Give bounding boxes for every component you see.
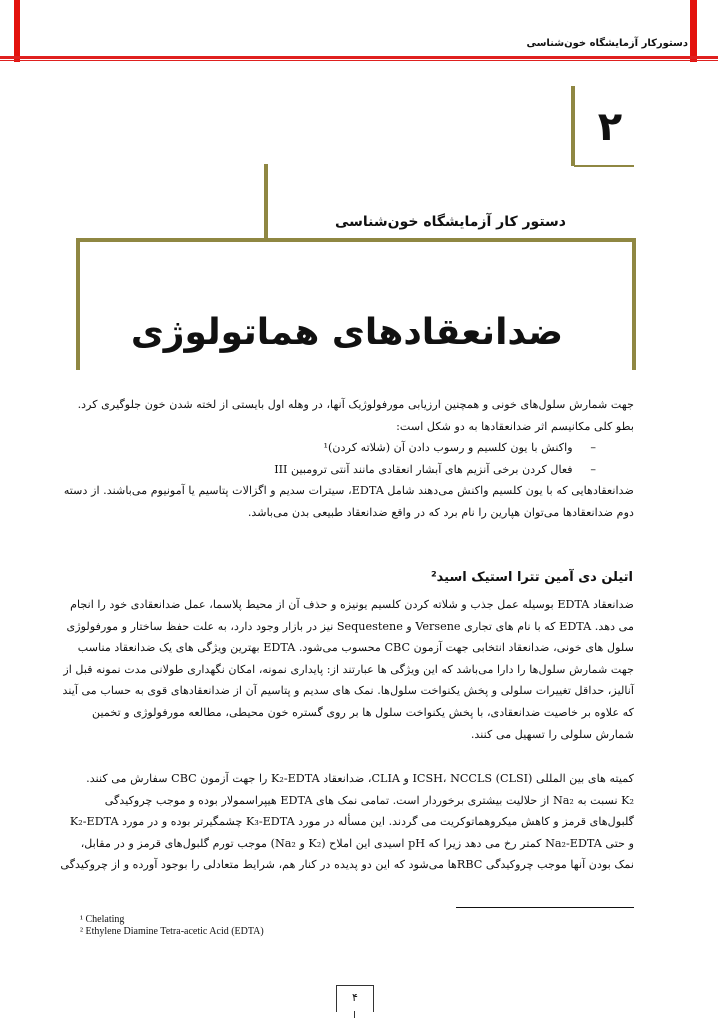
chapter-frame-line bbox=[632, 240, 636, 370]
section-heading: اتیلن دی آمین تترا استیک اسید² bbox=[430, 570, 633, 585]
bullet-dash: – bbox=[572, 462, 596, 476]
paragraph-line: که علاوه بر خاصیت ضدانعقادی، با پخش یکنواخت سلول ها بر روی گستره خون محیطی، مطالعه مورفولوژی و تخمین bbox=[91, 705, 634, 719]
chapter-frame-line bbox=[76, 238, 636, 242]
bullet-item bbox=[78, 437, 634, 459]
paragraph-line: می دهد. EDTA که با نام های تجاری Versene و Sequestene نیز در بازار وجود دارد، به علت حفظ ساختار و مورفولوژی bbox=[66, 619, 634, 633]
chapter-frame-line bbox=[574, 165, 634, 167]
paragraph-line: و حتی Na₂-EDTA کمتر رخ می دهد زیرا که pH اسیدی این املاح (K₂ و Na₂) موجب تورم گلبول‌های قرمز و در مقابل، bbox=[80, 836, 634, 850]
chapter-subtitle: دستور کار آزمایشگاه خون‌شناسی bbox=[334, 214, 566, 230]
running-header-title: دستورکار آزمایشگاه خون‌شناسی bbox=[526, 38, 688, 49]
footnote: ¹ Chelating bbox=[80, 914, 125, 925]
paragraph-line: گلبول‌های قرمز و کاهش میکروهماتوکریت می گردند. این مسأله در مورد K₃-EDTA چشمگیرتر بوده و در مورد K₂-EDTA bbox=[69, 815, 634, 829]
chapter-frame-line bbox=[264, 164, 268, 240]
header-rule-thin bbox=[0, 60, 718, 61]
paragraph-line: جهت شمارش سلول‌ها را دارا می‌باشد که این ویژگی ها عبارتند از: پایداری نمونه، امکان نگهداری طولانی مدت نمونه قبل از bbox=[63, 662, 634, 676]
intro-line: ضدانعقادهایی که با یون کلسیم واکنش می‌دهند شامل EDTA، سیترات سدیم و اگزالات پتاسیم یا آمونیوم می‌باشند. از دسته bbox=[63, 484, 634, 498]
chapter-title: ضدانعقادهای هماتولوژی bbox=[130, 312, 563, 353]
paragraph-line: نمک بودن آنها موجب چروکیدگی RBCها می‌شود که این دو پدیده در کنار هم، شرایط متعادلی را بوجود آورده و از چروکیدگی bbox=[60, 858, 634, 872]
intro-line: دوم ضدانعقادها می‌توان هپارین را نام برد که در واقع ضدانعقاد طبیعی بدن می‌باشد. bbox=[247, 505, 634, 519]
header-rule bbox=[0, 56, 718, 59]
chapter-frame-line bbox=[76, 240, 80, 370]
section-paragraph-2 bbox=[60, 768, 634, 876]
bullet-dash: – bbox=[572, 441, 596, 455]
bullet-text: فعال کردن برخی آنزیم های آبشار انعقادی مانند آنتی ترومبین III bbox=[274, 462, 573, 476]
footnote-rule bbox=[456, 907, 634, 908]
paragraph-line: K₂ نسبت به Na₂ از حلالیت بیشتری برخوردار است. تمامی نمک های EDTA هیپراسمولار بوده و موجب چروکیدگی bbox=[104, 793, 634, 807]
paragraph-line: کمیته های بین المللی ICSH، NCCLS (CLSI) و CLIA، ضدانعقاد K₂-EDTA را جهت آزمون CBC سفارش می کنند. bbox=[86, 772, 634, 785]
intro-line: جهت شمارش سلول‌های خونی و همچنین ارزیابی مورفولوژیک آنها، در وهله اول بایستی از لخته شدن خون جلوگیری کرد. bbox=[77, 398, 634, 411]
paragraph-line: آنالیز، حداقل تغییرات سلولی و پخش یکنواخت سلول‌ها. نمک های سدیم و پتاسیم آن از ضدانعقادهای قوی به حساب می آیند bbox=[62, 684, 634, 698]
page-number: ۴ bbox=[336, 985, 374, 1012]
intro-paragraph bbox=[63, 394, 634, 524]
paragraph-line: ضدانعقاد EDTA بوسیله عمل جذب و شلاته کردن کلسیم یونیزه و حذف آن از محیط پلاسما، عمل ضدانعقادی خود را انجام bbox=[70, 598, 634, 611]
paragraph-line: شمارش سلولی را تسهیل می کنند. bbox=[470, 727, 634, 741]
bullet-item bbox=[78, 459, 634, 481]
section-paragraph-1 bbox=[62, 594, 634, 745]
footnote: ² Ethylene Diamine Tetra-acetic Acid (EDTA) bbox=[80, 926, 264, 937]
header-accent-left bbox=[14, 0, 20, 62]
bullet-text: واکنش با یون کلسیم و رسوب دادن آن (شلاته کردن)¹ bbox=[323, 441, 573, 455]
chapter-frame-line bbox=[571, 86, 575, 166]
intro-line: بطو کلی مکانیسم اثر ضدانعقادها به دو شکل است: bbox=[396, 419, 634, 433]
paragraph-line: سلول های خونی، ضدانعقاد انتخابی جهت آزمون CBC محسوب می‌شود. EDTA بهترین ویژگی های یک ضدانعقاد مناسب bbox=[77, 641, 634, 655]
header-accent-right bbox=[690, 0, 697, 62]
footnotes bbox=[80, 914, 264, 938]
chapter-number: ۲ bbox=[597, 104, 623, 150]
page-number-tick bbox=[354, 1011, 355, 1018]
